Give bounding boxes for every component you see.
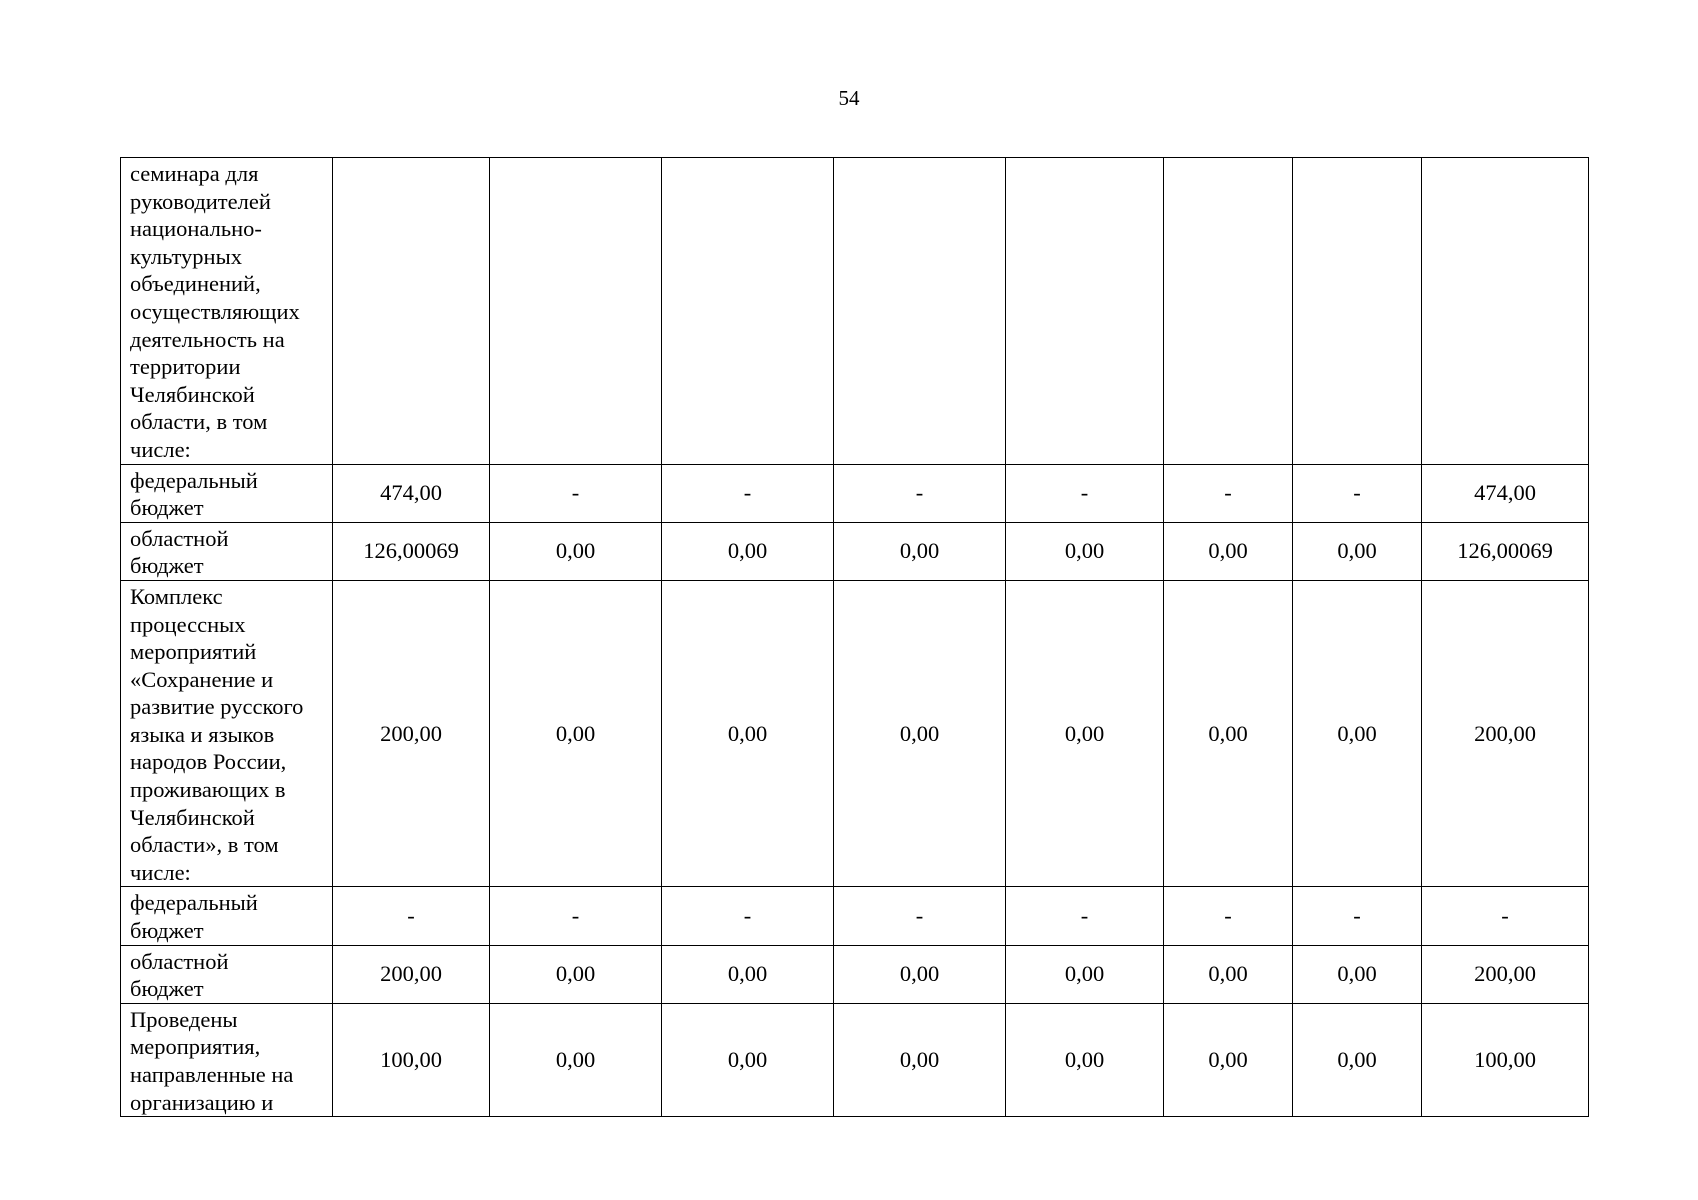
value-cell: 200,00 (333, 945, 490, 1003)
label-line: числе: (130, 436, 191, 462)
row-label (121, 158, 333, 465)
value-cell: 0,00 (662, 580, 834, 887)
value-cell: 0,00 (1006, 522, 1164, 580)
label-line: деятельность на (130, 326, 285, 352)
value-cell: - (490, 887, 662, 945)
value-cell: 0,00 (662, 945, 834, 1003)
label-line: развитие русского (130, 694, 304, 720)
label-line: языка и языков (130, 721, 275, 747)
value-cell: 0,00 (662, 1003, 834, 1116)
label-line: Челябинской (130, 381, 255, 407)
label-line: семинара для (130, 161, 259, 186)
row-label (121, 522, 333, 580)
value-cell: - (1006, 464, 1164, 522)
value-cell (662, 158, 834, 465)
value-cell: 0,00 (490, 945, 662, 1003)
label-line: бюджет (130, 918, 204, 944)
value-cell: - (662, 464, 834, 522)
value-cell: 0,00 (662, 522, 834, 580)
value-cell: 0,00 (1164, 580, 1293, 887)
value-cell: 0,00 (490, 1003, 662, 1116)
label-line: бюджет (130, 976, 204, 1002)
budget-table (120, 157, 1589, 1117)
label-line: числе: (130, 859, 191, 885)
value-cell: 0,00 (1006, 945, 1164, 1003)
value-cell: - (834, 464, 1006, 522)
label-line: руководителей (130, 188, 271, 214)
value-cell: - (1006, 887, 1164, 945)
label-line: направленные на (130, 1062, 294, 1087)
value-cell (834, 158, 1006, 465)
value-cell: 474,00 (333, 464, 490, 522)
label-line: национально- (130, 216, 262, 242)
table-row (121, 464, 1589, 522)
value-cell: 0,00 (1164, 522, 1293, 580)
label-line: бюджет (130, 553, 204, 579)
label-line: процессных (130, 611, 246, 637)
label-line: осуществляющих (130, 298, 300, 324)
value-cell: 0,00 (834, 522, 1006, 580)
value-cell: - (333, 887, 490, 945)
label-line: федеральный (130, 467, 258, 493)
value-cell: - (1293, 887, 1422, 945)
value-cell: 200,00 (1422, 580, 1589, 887)
value-cell (1293, 158, 1422, 465)
value-cell: 100,00 (1422, 1003, 1589, 1116)
value-cell: 0,00 (1293, 1003, 1422, 1116)
table-row (121, 580, 1589, 887)
label-line: объединений, (130, 271, 261, 297)
label-line: областной (130, 525, 229, 551)
value-cell: 126,00069 (333, 522, 490, 580)
label-line: Челябинской (130, 804, 255, 830)
value-cell: 0,00 (490, 522, 662, 580)
value-cell: - (490, 464, 662, 522)
page-number: 54 (838, 86, 860, 110)
label-line: мероприятия, (130, 1034, 261, 1060)
table-row (121, 1003, 1589, 1116)
value-cell: - (1293, 464, 1422, 522)
table-row (121, 158, 1589, 465)
row-label (121, 464, 333, 522)
value-cell: 100,00 (333, 1003, 490, 1116)
value-cell: 126,00069 (1422, 522, 1589, 580)
label-line: народов России, (130, 749, 287, 775)
label-line: бюджет (130, 495, 204, 521)
label-line: территории (130, 354, 241, 380)
value-cell: 0,00 (1164, 1003, 1293, 1116)
value-cell: - (1164, 887, 1293, 945)
label-line: областной (130, 948, 229, 974)
value-cell: 474,00 (1422, 464, 1589, 522)
table-row (121, 522, 1589, 580)
value-cell: 0,00 (1164, 945, 1293, 1003)
value-cell: 0,00 (1293, 580, 1422, 887)
row-label (121, 887, 333, 945)
value-cell (333, 158, 490, 465)
label-line: Проведены (130, 1006, 238, 1032)
value-cell: 0,00 (490, 580, 662, 887)
value-cell: - (1164, 464, 1293, 522)
value-cell: 0,00 (834, 1003, 1006, 1116)
label-line: Комплекс (130, 583, 223, 609)
value-cell (490, 158, 662, 465)
value-cell (1422, 158, 1589, 465)
label-line: культурных (130, 243, 242, 269)
value-cell: 0,00 (834, 580, 1006, 887)
label-line: организацию и (130, 1089, 274, 1115)
row-label (121, 945, 333, 1003)
value-cell: 0,00 (1293, 522, 1422, 580)
label-line: области, в том (130, 409, 268, 435)
value-cell: - (662, 887, 834, 945)
value-cell (1164, 158, 1293, 465)
value-cell: - (834, 887, 1006, 945)
label-line: «Сохранение и (130, 666, 274, 692)
label-line: проживающих в (130, 777, 286, 803)
table-row (121, 945, 1589, 1003)
value-cell: 200,00 (333, 580, 490, 887)
value-cell: 0,00 (1293, 945, 1422, 1003)
value-cell (1006, 158, 1164, 465)
value-cell: 200,00 (1422, 945, 1589, 1003)
label-line: области», в том (130, 832, 279, 858)
label-line: федеральный (130, 890, 258, 916)
row-label (121, 580, 333, 887)
table-row (121, 887, 1589, 945)
value-cell: 0,00 (834, 945, 1006, 1003)
row-label (121, 1003, 333, 1116)
value-cell: 0,00 (1006, 580, 1164, 887)
value-cell: 0,00 (1006, 1003, 1164, 1116)
label-line: мероприятий (130, 639, 257, 665)
value-cell: - (1422, 887, 1589, 945)
